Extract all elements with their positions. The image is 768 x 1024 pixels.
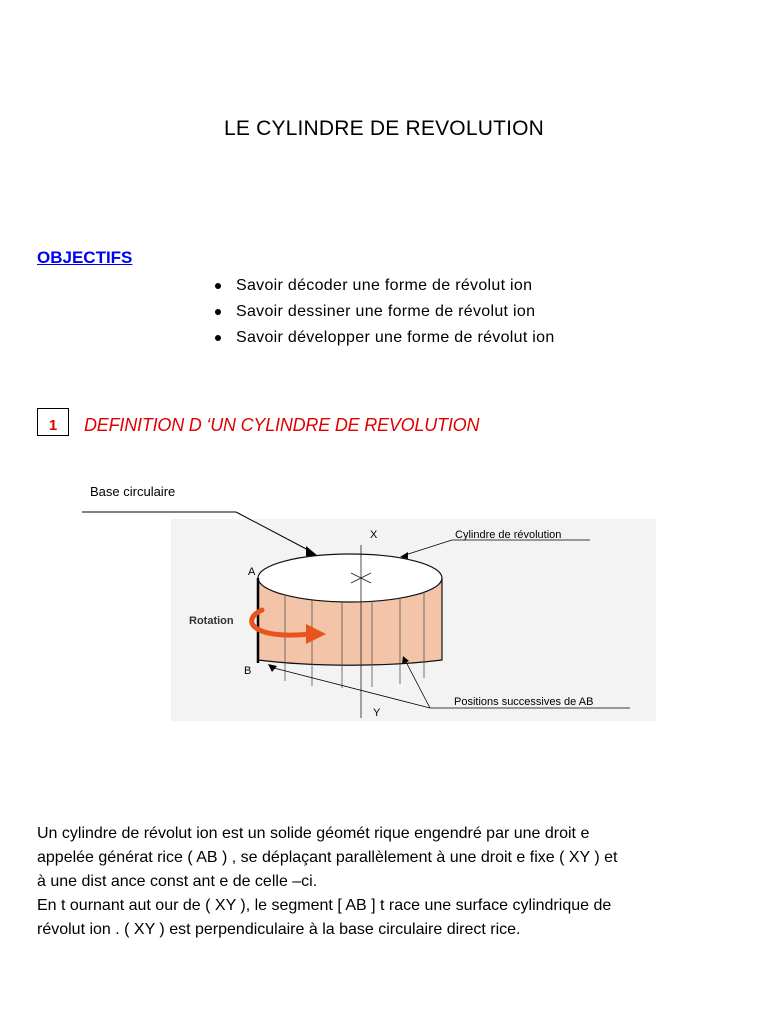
rotation-label: Rotation <box>189 615 234 627</box>
cylinder-label: Cylindre de révolution <box>455 529 562 541</box>
section-number-box: 1 <box>37 408 69 436</box>
objectifs-heading: OBJECTIFS <box>37 248 133 267</box>
list-item: Savoir dessiner une forme de révolut ion <box>212 299 555 325</box>
point-b-label: B <box>244 665 252 677</box>
cylinder-top <box>258 554 442 602</box>
list-item: Savoir développer une forme de révolut ion <box>212 325 555 351</box>
axis-y-label: Y <box>373 707 381 719</box>
axis-x-label: X <box>370 529 378 541</box>
paragraph-line: En t ournant aut our de ( XY ), le segment [ AB ] t race une surface cylindrique de <box>37 897 612 914</box>
point-a-label: A <box>248 566 256 578</box>
paragraph-line: révolut ion . ( XY ) est perpendiculaire à la base circulaire direct rice. <box>37 921 521 938</box>
paragraph-line: à une dist ance const ant e de celle –ci. <box>37 873 318 890</box>
section-title: DEFINITION D ‘UN CYLINDRE DE REVOLUTION <box>84 415 480 435</box>
paragraph-line: Un cylindre de révolut ion est un solide géomét rique engendré par une droit e <box>37 825 590 842</box>
positions-label: Positions successives de AB <box>454 696 594 708</box>
list-item: Savoir décoder une forme de révolut ion <box>212 273 555 299</box>
base-circulaire-label: Base circulaire <box>90 484 176 499</box>
page-title: LE CYLINDRE DE REVOLUTION <box>223 117 545 140</box>
definition-paragraph <box>37 822 737 942</box>
paragraph-line: appelée générat rice ( AB ) , se déplaçant parallèlement à une droit e fixe ( XY ) et <box>37 849 618 866</box>
